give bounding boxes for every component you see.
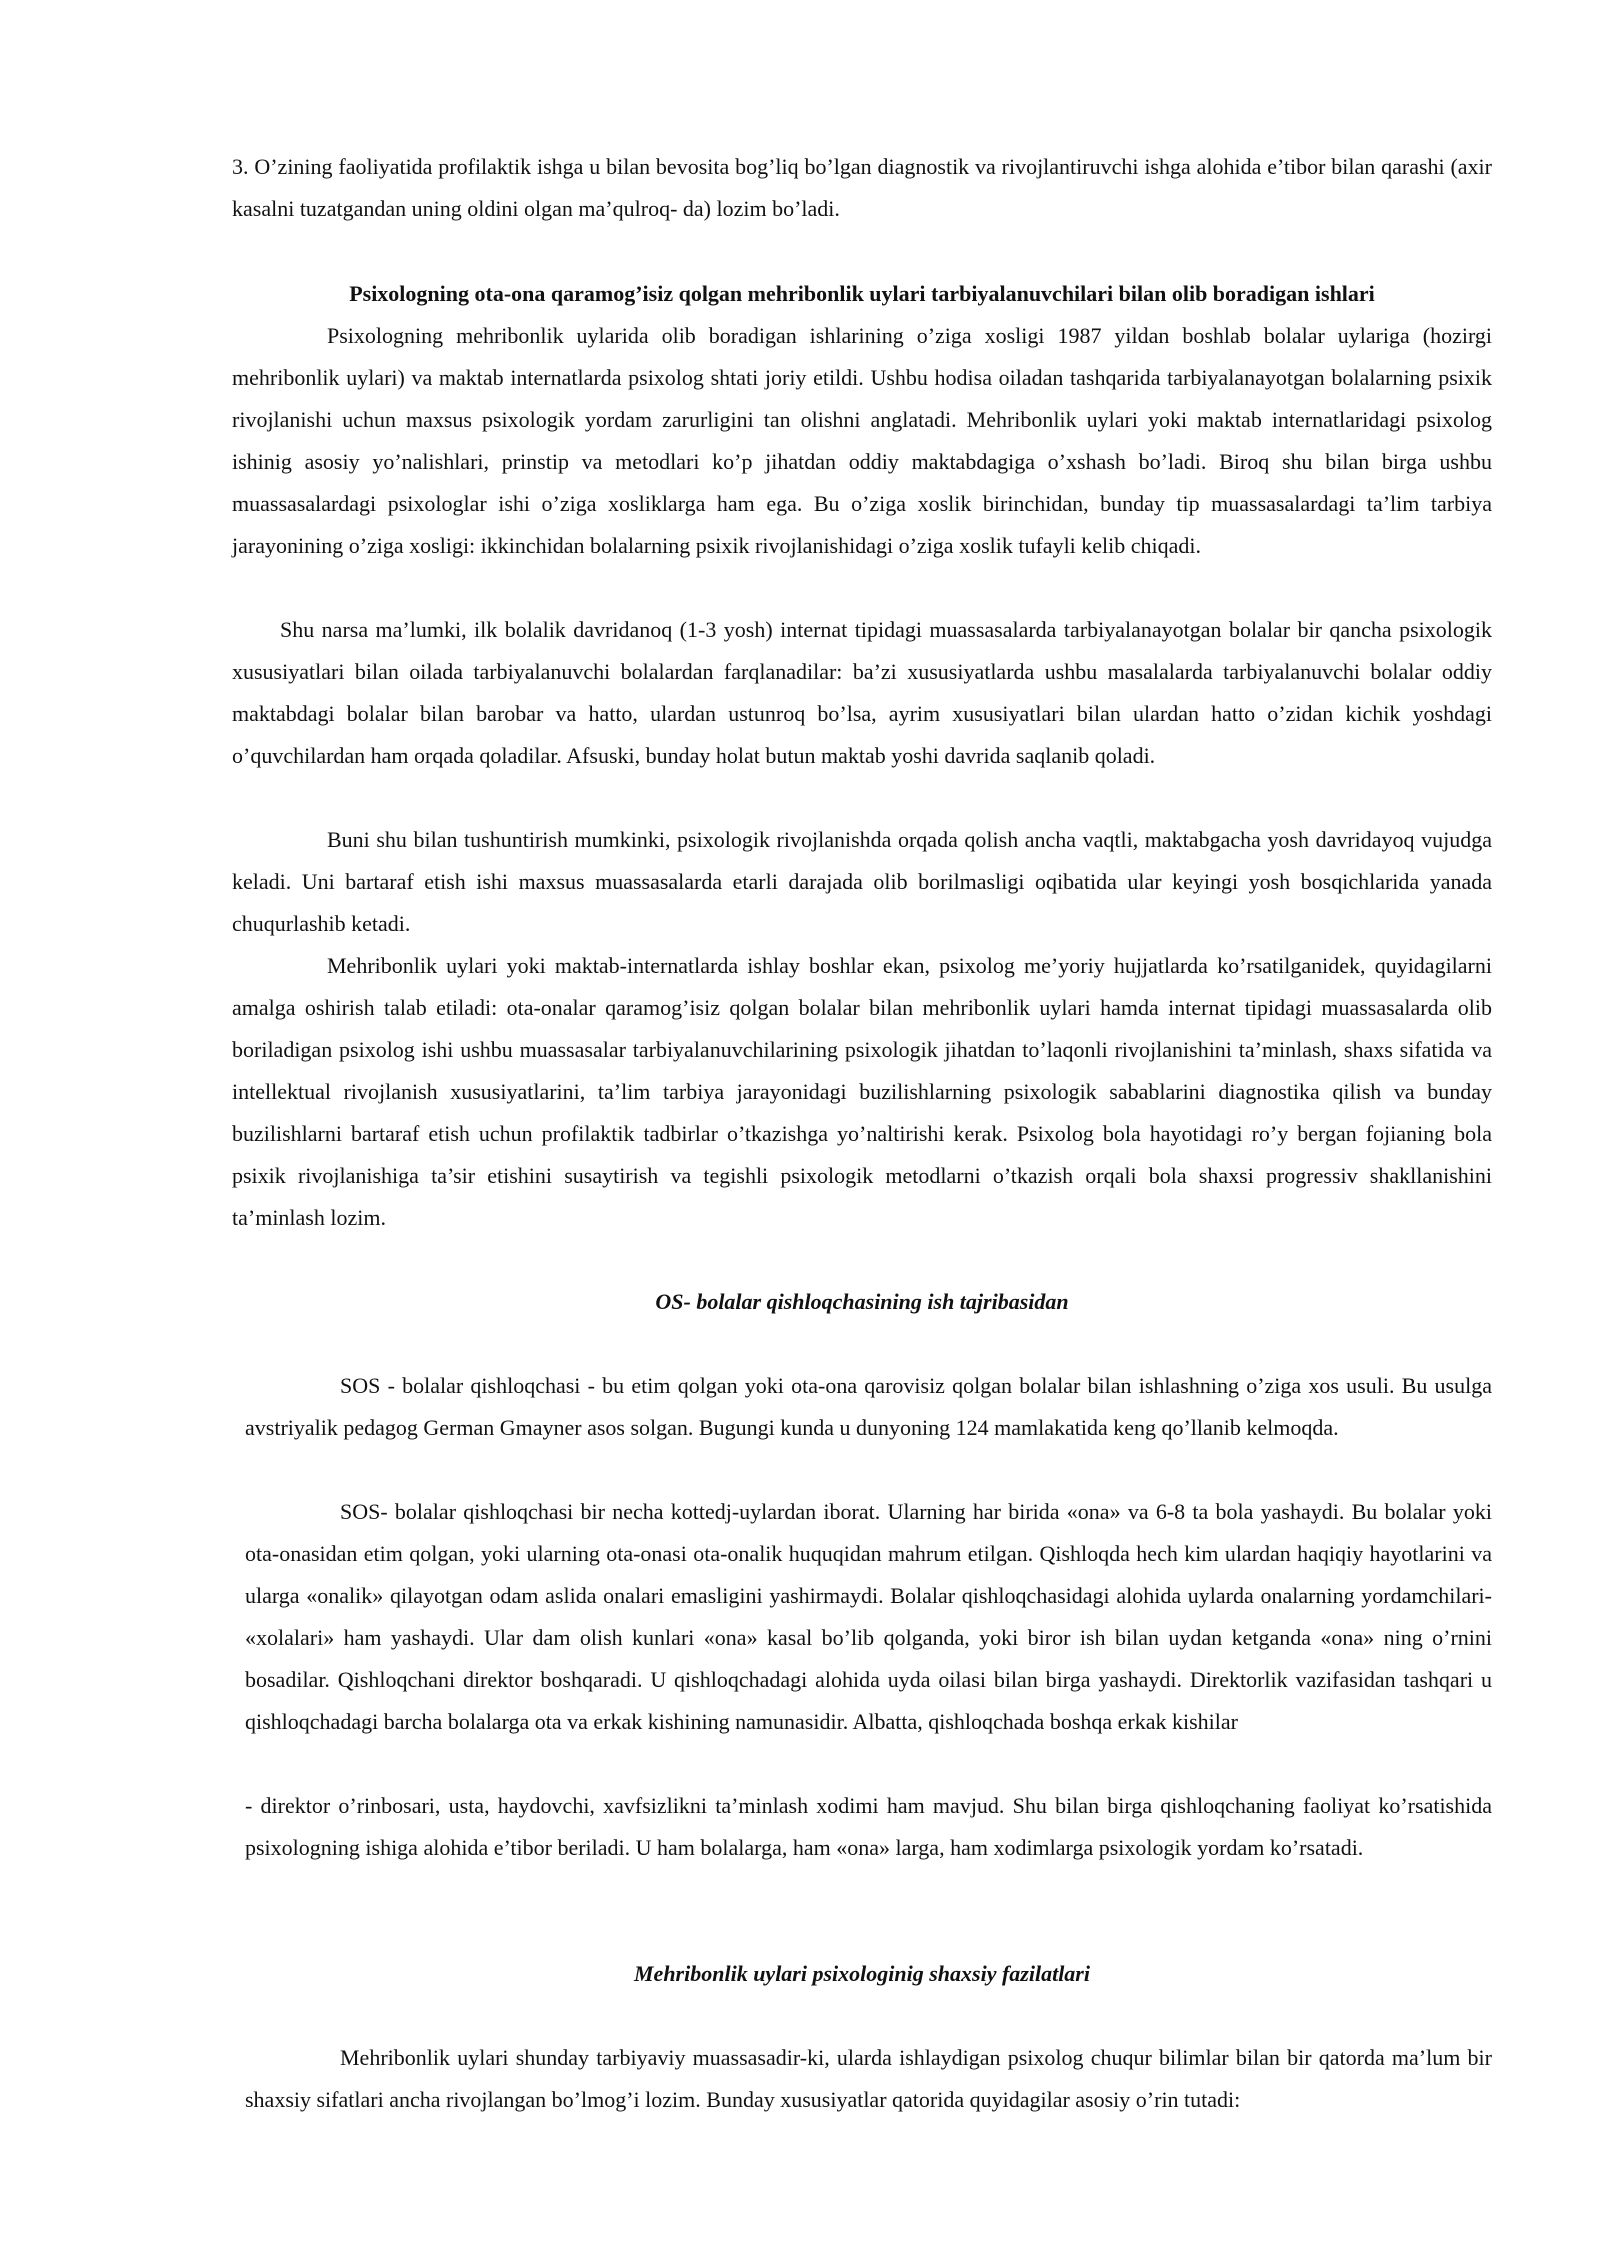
section-heading-orphanage-work: Psixologning ota-ona qaramog’isiz qolgan mehribonlik uylari tarbiyalanuvchilari bilan olib boradigan ishlari <box>349 281 1375 306</box>
section-heading-sos-village: OS- bolalar qishloqchasining ish tajribasidan <box>655 1289 1069 1314</box>
paragraph-sos-staff: - direktor o’rinbosari, usta, haydovchi, xavfsizlikni ta’minlash xodimi ham mavjud. Shu bilan birga qishloqchaning faoliyat ko’rsatishida psixologning ishiga alohida e’tibor beriladi. U ham bolalarga, ham «ona» larga, ham xodimlarga psixologik yordam ko’rsatadi. <box>245 1793 1492 1860</box>
paragraph-personal-qualities: Mehribonlik uylari shunday tarbiyaviy muassasadir-ki, ularda ishlaydigan psixolog chuqur bilimlar bilan bir qatorda ma’lum bir shaxsiy sifatlari ancha rivojlangan bo’lmog’i lozim. Bunday xususiyatlar qatorida quyidagilar asosiy o’rin tutadi: <box>245 2045 1492 2112</box>
paragraph-psychologist-specifics: Psixologning mehribonlik uylarida olib boradigan ishlarining o’ziga xosligi 1987 yildan boshlab bolalar uylariga (hozirgi mehribonlik uylari) va maktab internatlarda psixolog shtati joriy etildi. Ushbu hodisa oiladan tashqarida tarbiyalanayotgan bolalarning psixik rivojlanishi uchun maxsus psixologik yordam zarurligini tan olishni anglatadi. Mehribonlik uylari yoki maktab internatlaridagi psixolog ishinig asosiy yo’nalishlari, prinstip va metodlari ko’p jihatdan oddiy maktabdagiga o’xshash bo’ladi. Biroq shu bilan birga ushbu muassasalardagi psixologlar ishi o’ziga xosliklarga ham ega. Bu o’ziga xoslik birinchidan, bunday tip muassasalardagi ta’lim tarbiya jarayonining o’ziga xosligi: ikkinchidan bolalarning psixik rivojlanishidagi o’ziga xoslik tufayli kelib chiqadi. <box>232 323 1492 558</box>
paragraph-sos-intro: SOS - bolalar qishloqchasi - bu etim qolgan yoki ota-ona qarovisiz qolgan bolalar bilan ishlashning o’ziga xos usuli. Bu usulga avstriyalik pedagog German Gmayner asos solgan. Bugungi kunda u dunyoning 124 mamlakatida keng qo’llanib kelmoqda. <box>245 1373 1492 1440</box>
paragraph-regulatory-tasks: Mehribonlik uylari yoki maktab-internatlarda ishlay boshlar ekan, psixolog me’yoriy hujjatlarda ko’rsatilganidek, quyidagilarni amalga oshirish talab etiladi: ota-onalar qaramog’isiz qolgan bolalar bilan mehribonlik uylari hamda internat tipidagi muassasalarda olib boriladigan psixolog ishi ushbu muassasalar tarbiyalanuvchilarining psixologik jihatdan to’laqonli rivojlanishini ta’minlash, shaxs sifatida va intellektual rivojlanish xususiyatlarini, ta’lim tarbiya jarayonidagi buzilishlarning psixologik sabablarini diagnostika qilish va bunday buzilishlarni bartaraf etish uchun profilaktik tadbirlar o’tkazishga yo’naltirishi kerak. Psixolog bola hayotidagi ro’y bergan fojianing bola psixik rivojlanishiga ta’sir etishini susaytirish va tegishli psixologik metodlarni o’tkazish orqali bola shaxsi progressiv shakllanishini ta’minlash lozim. <box>232 953 1492 1230</box>
paragraph-explanation: Buni shu bilan tushuntirish mumkinki, psixologik rivojlanishda orqada qolish ancha vaqtli, maktabgacha yosh davridayoq vujudga keladi. Uni bartaraf etish ishi maxsus muassasalarda etarli darajada olib borilmasligi oqibatida ular keyingi yosh bosqichlarida yanada chuqurlashib ketadi. <box>232 827 1492 936</box>
section-heading-personal-qualities: Mehribonlik uylari psixologinig shaxsiy fazilatlari <box>634 1961 1090 1986</box>
paragraph-sos-structure: SOS- bolalar qishloqchasi bir necha kottedj-uylardan iborat. Ularning har birida «ona» va 6-8 ta bola yashaydi. Bu bolalar yoki ota-onasidan etim qolgan, yoki ularning ota-onasi ota-onalik huquqidan mahrum etilgan. Qishloqda hech kim ulardan haqiqiy hayotlarini va ularga «onalik» qilayotgan odam aslida onalari emasligini yashirmaydi. Bolalar qishloqchasidagi alohida uylarda onalarning yordamchilari- «xolalari» ham yashaydi. Ular dam olish kunlari «ona» kasal bo’lib qolganda, yoki biror ish bilan uydan ketganda «ona» ning o’rnini bosadilar. Qishloqchani direktor boshqaradi. U qishloqchadagi alohida uyda oilasi bilan birga yashaydi. Direktorlik vazifasidan tashqari u qishloqchadagi barcha bolalarga ota va erkak kishining namunasidir. Albatta, qishloqchada boshqa erkak kishilar <box>245 1499 1492 1734</box>
paragraph-early-childhood: Shu narsa ma’lumki, ilk bolalik davridanoq (1-3 yosh) internat tipidagi muassasalarda tarbiyalanayotgan bolalar bir qancha psixologik xususiyatlari bilan oilada tarbiyalanuvchi bolalardan farqlanadilar: ba’zi xususiyatlarda ushbu masalalarda tarbiyalanuvchi bolalar oddiy maktabdagi bolalar bilan barobar va hatto, ulardan ustunroq bo’lsa, ayrim xususiyatlari bilan ulardan hatto o’zidan kichik yoshdagi o’quvchilardan ham orqada qoladilar. Afsuski, bunday holat butun maktab yoshi davrida saqlanib qoladi. <box>232 617 1492 768</box>
paragraph-intro-point-3: 3. O’zining faoliyatida profilaktik ishga u bilan bevosita bog’liq bo’lgan diagnostik va rivojlantiruvchi ishga alohida e’tibor bilan qarashi (axir kasalni tuzatgandan uning oldini olgan ma’qulroq- da) lozim bo’ladi. <box>232 154 1492 221</box>
